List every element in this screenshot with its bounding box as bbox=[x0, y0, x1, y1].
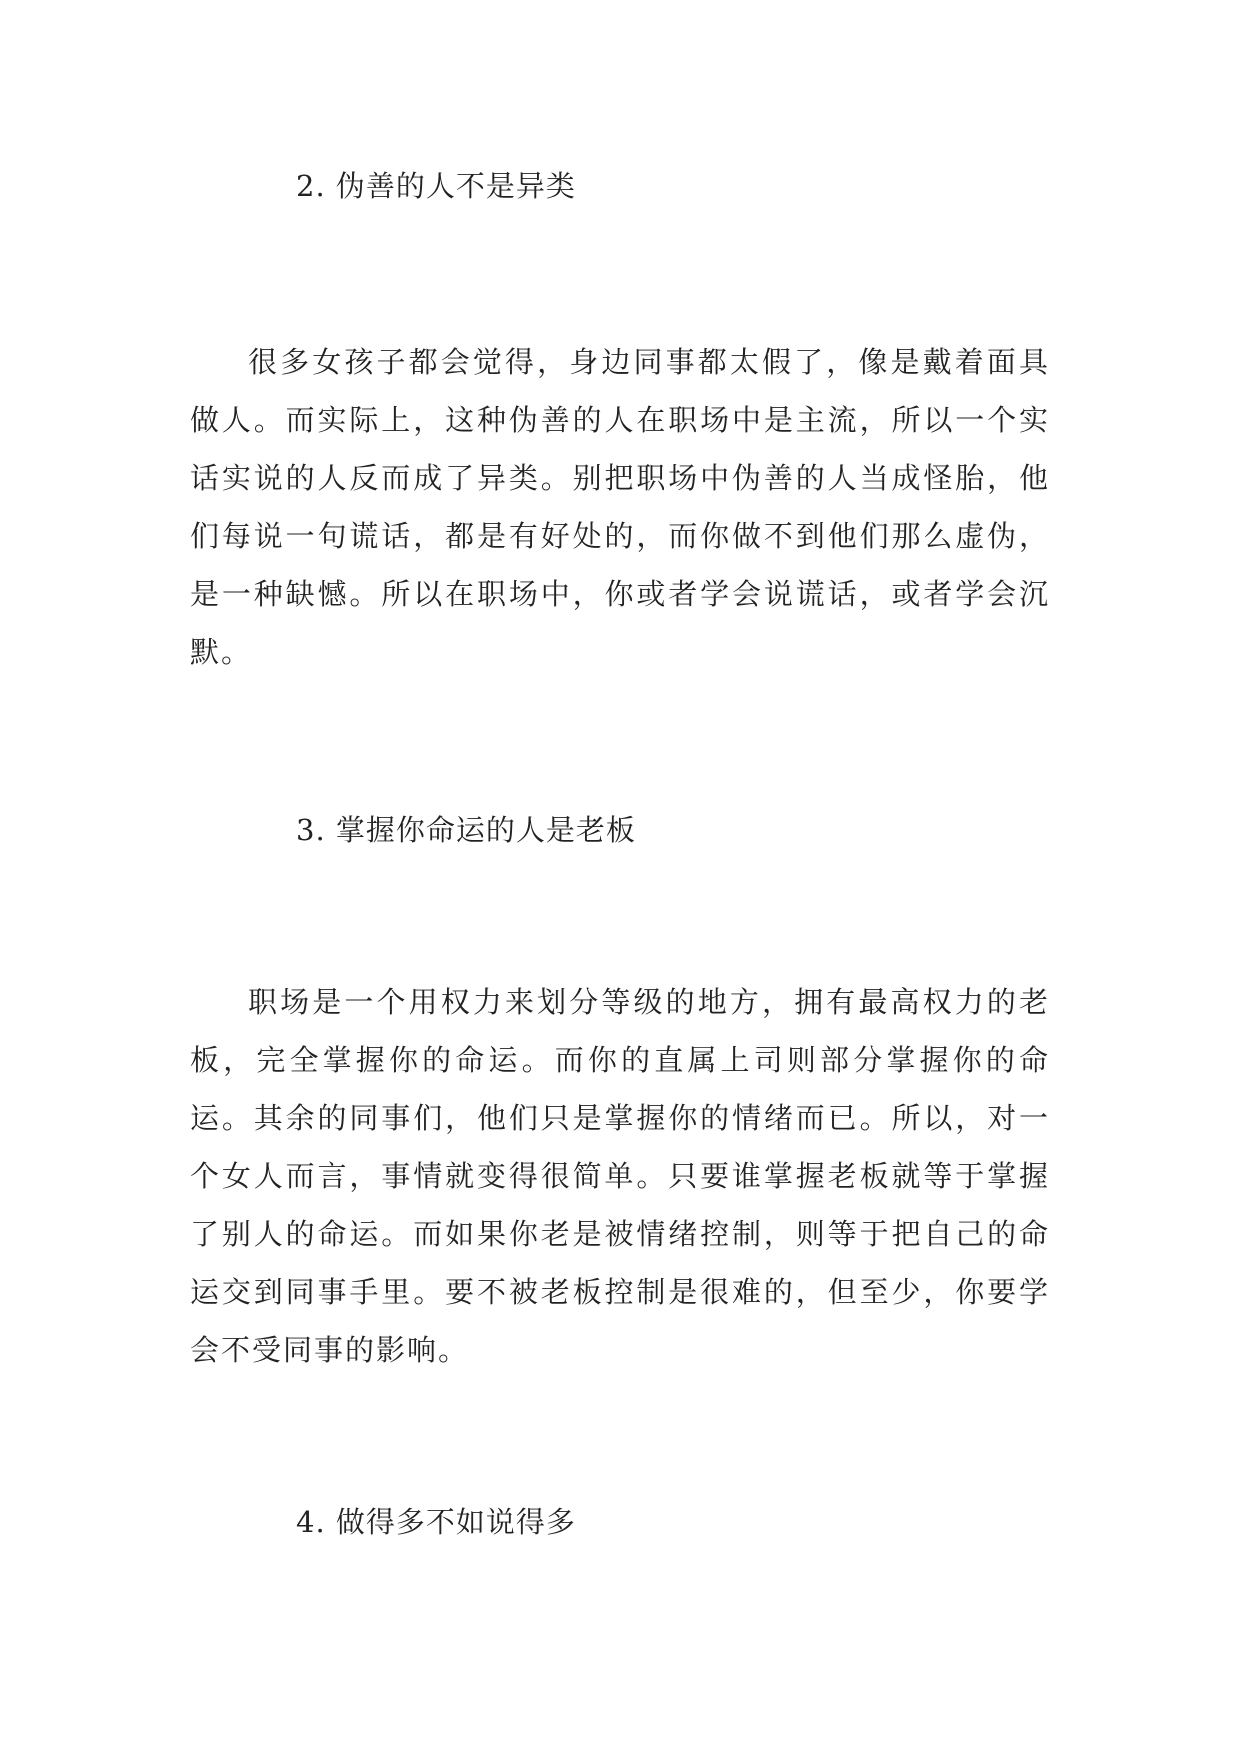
section-paragraph-2: 很多女孩子都会觉得，身边同事都太假了，像是戴着面具做人。而实际上，这种伪善的人在职场中是主流，所以一个实话实说的人反而成了异类。别把职场中伪善的人当成怪胎，他们每说一句谎话，都是有好处的，而你做不到他们那么虚伪，是一种缺憾。所以在职场中，你或者学会说谎话，或者学会沉默。 bbox=[190, 345, 1050, 669]
section-heading-3: 3. 掌握你命运的人是老板 bbox=[296, 813, 636, 847]
section-paragraph-3: 职场是一个用权力来划分等级的地方，拥有最高权力的老板，完全掌握你的命运。而你的直属上司则部分掌握你的命运。其余的同事们，他们只是掌握你的情绪而已。所以，对一个女人而言，事情就变得很简单。只要谁掌握老板就等于掌握了别人的命运。而如果你老是被情绪控制，则等于把自己的命运交到同事手里。要不被老板控制是很难的，但至少，你要学会不受同事的影响。 bbox=[190, 985, 1050, 1367]
section-heading-4: 4. 做得多不如说得多 bbox=[296, 1505, 576, 1539]
section-heading-2: 2. 伪善的人不是异类 bbox=[296, 169, 576, 203]
